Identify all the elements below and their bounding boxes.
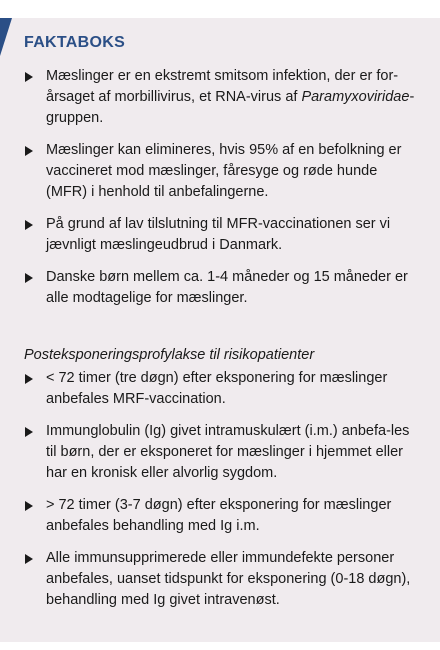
triangle-bullet-icon — [25, 374, 33, 384]
triangle-bullet-icon — [25, 273, 33, 283]
list-item — [24, 368, 420, 410]
triangle-bullet-icon — [25, 501, 33, 511]
list-item-text: Alle immunsupprimerede eller immundefekte personer anbefales, uanset tidspunkt for eksponering (0-18 døgn), behandling med Ig givet intravenøst. — [46, 550, 411, 608]
prophylaxis-list — [24, 368, 420, 622]
list-item-italic: Paramyxoviridae — [301, 89, 410, 105]
list-item-text: Mæslinger er en ekstremt smitsom infektion, der er for-årsaget af morbillivirus, et RNA-virus af — [46, 68, 399, 105]
list-item-text: Immunglobulin (Ig) givet intramuskulært (i.m.) anbefa-les til børn, der er eksponeret for mæslinger i hjemmet eller har en kronisk eller alvorlig sygdom. — [46, 423, 410, 481]
list-item-text: < 72 timer (tre døgn) efter eksponering for mæslinger anbefales MRF-vaccination. — [46, 370, 388, 407]
list-item — [24, 66, 420, 129]
list-item — [24, 140, 420, 203]
list-item-text-tail: -gruppen. — [46, 89, 415, 126]
prophylaxis-subheading: Posteksponeringsprofylakse til risikopatienter — [24, 347, 315, 363]
facts-list — [24, 66, 420, 320]
list-item — [24, 548, 420, 611]
list-item-text: Danske børn mellem ca. 1-4 måneder og 15 måneder er alle modtagelige for mæslinger. — [46, 269, 408, 306]
triangle-bullet-icon — [25, 146, 33, 156]
list-item-text: Mæslinger kan elimineres, hvis 95% af en befolkning er vaccineret mod mæslinger, fåresyge og røde hunde (MFR) i henhold til anbefalingerne. — [46, 142, 402, 200]
triangle-bullet-icon — [25, 220, 33, 230]
triangle-bullet-icon — [25, 554, 33, 564]
triangle-bullet-icon — [25, 427, 33, 437]
triangle-bullet-icon — [25, 72, 33, 82]
list-item-text: > 72 timer (3-7 døgn) efter eksponering for mæslinger anbefales behandling med Ig i.m. — [46, 497, 392, 534]
list-item — [24, 267, 420, 309]
list-item — [24, 214, 420, 256]
list-item — [24, 495, 420, 537]
accent-corner-decoration — [0, 18, 12, 56]
factbox-title: FAKTABOKS — [24, 34, 126, 51]
list-item — [24, 421, 420, 484]
list-item-text: På grund af lav tilslutning til MFR-vaccinationen ser vi jævnligt mæslingeudbrud i Danmark. — [46, 216, 391, 253]
